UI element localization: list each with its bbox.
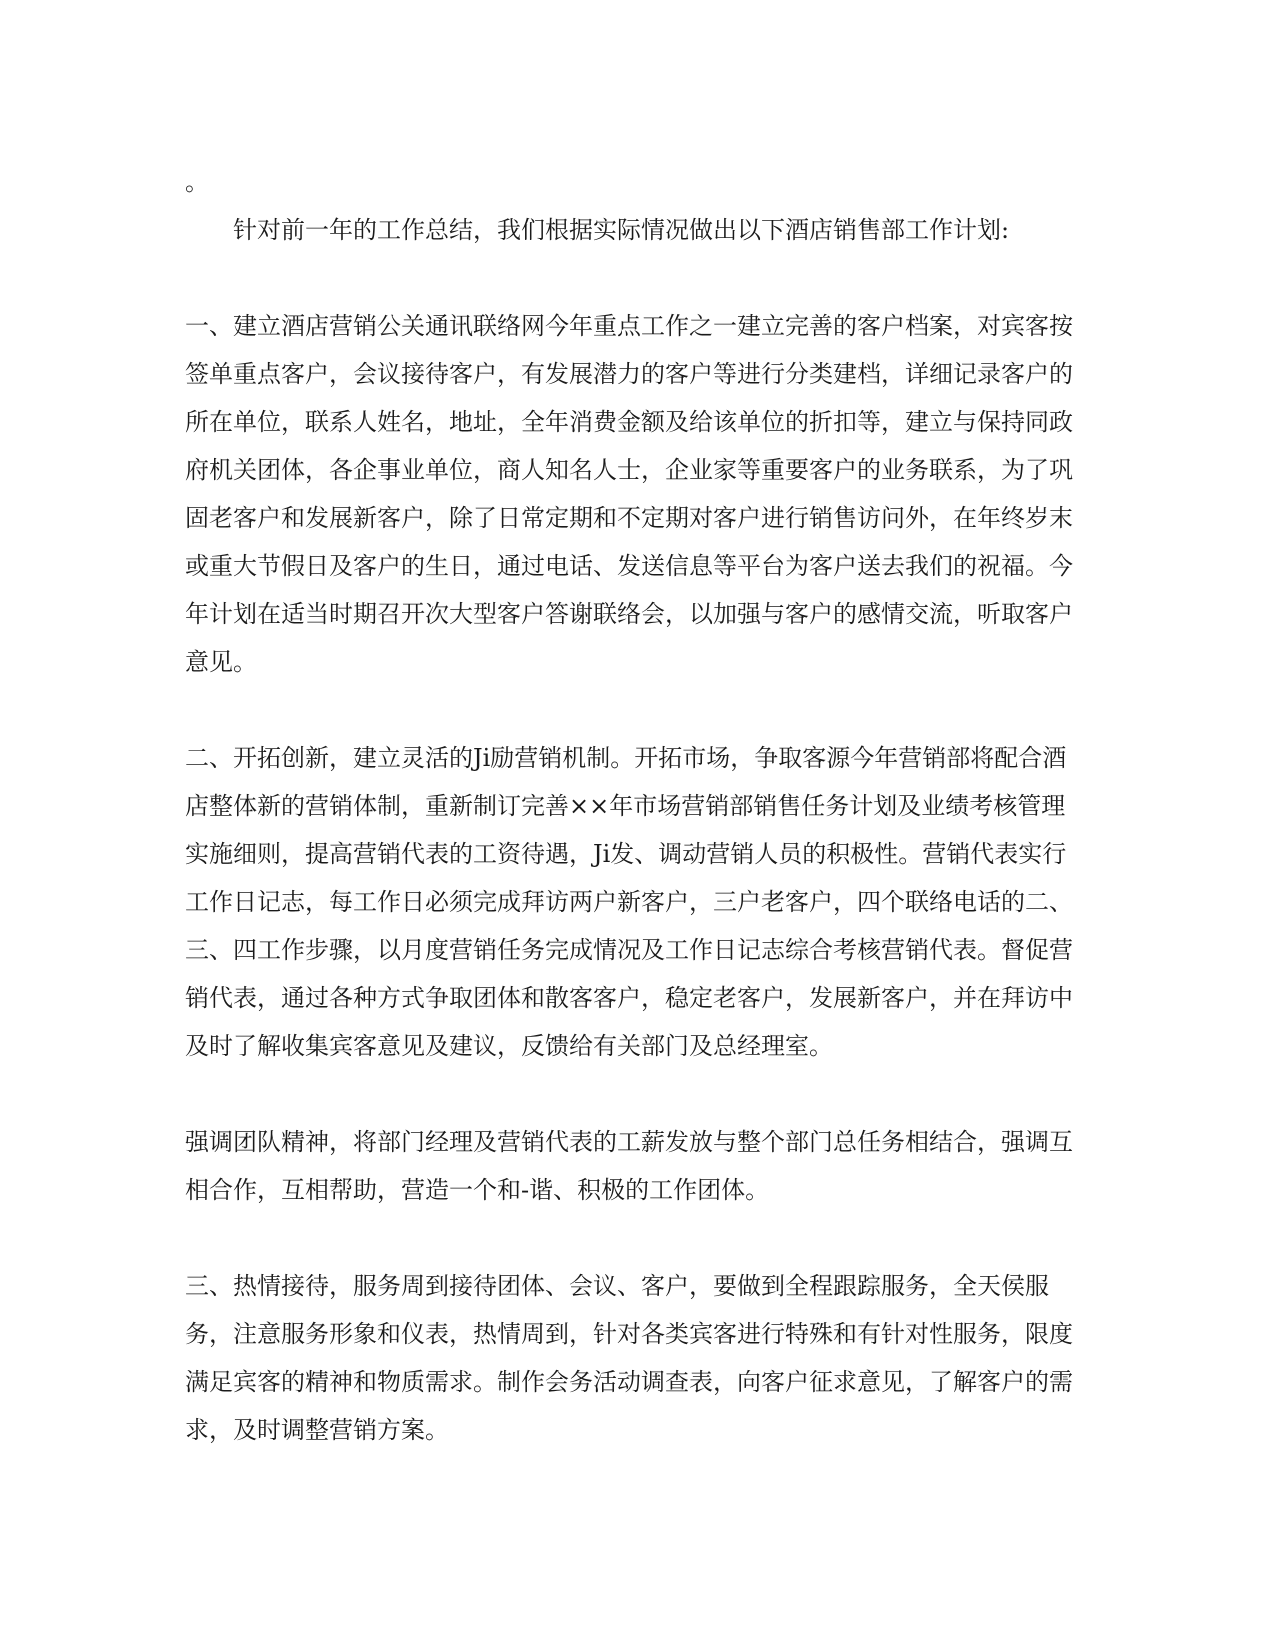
paragraph-teamwork: 强调团队精神，将部门经理及营销代表的工薪发放与整个部门总任务相结合，强调互相合作，互相帮助，营造一个和-谐、积极的工作团体。 bbox=[185, 1128, 1073, 1204]
paragraph-one: 一、建立酒店营销公关通讯联络网今年重点工作之一建立完善的客户档案，对宾客按签单重点客户，会议接待客户，有发展潜力的客户等进行分类建档，详细记录客户的所在单位，联系人姓名，地址，全年消费金额及给该单位的折扣等，建立与保持同政府机关团体，各企事业单位，商人知名人士，企业家等重要客户的业务联系，为了巩固老客户和发展新客户，除了日常定期和不定期对客户进行销售访问外，在年终岁末或重大节假日及客户的生日，通过电话、发送信息等平台为客户送去我们的祝福。今年计划在适当时期召开次大型客户答谢联络会，以加强与客户的感情交流，听取客户意见。 bbox=[185, 312, 1073, 676]
paragraph-gap bbox=[185, 1070, 1085, 1118]
paragraph-three: 三、热情接待，服务周到接待团体、会议、客户，要做到全程跟踪服务，全天侯服务，注意服务形象和仪表，热情周到，针对各类宾客进行特殊和有针对性服务，限度满足宾客的精神和物质需求。制作会务活动调查表，向客户征求意见，了解客户的需求，及时调整营销方案。 bbox=[185, 1272, 1073, 1444]
paragraph-gap bbox=[185, 1214, 1085, 1262]
paragraph-two: 二、开拓创新，建立灵活的Ji励营销机制。开拓市场，争取客源今年营销部将配合酒店整体新的营销体制，重新制订完善××年市场营销部销售任务计划及业绩考核管理实施细则，提高营销代表的工资待遇，Ji发、调动营销人员的积极性。营销代表实行工作日记志，每工作日必须完成拜访两户新客户，三户老客户，四个联络电话的二、三、四工作步骤，以月度营销任务完成情况及工作日记志综合考核营销代表。督促营销代表，通过各种方式争取团体和散客客户，稳定老客户，发展新客户，并在拜访中及时了解收集宾客意见及建议，反馈给有关部门及总经理室。 bbox=[185, 744, 1073, 1060]
paragraph-gap bbox=[185, 686, 1085, 734]
paragraph-gap bbox=[185, 254, 1085, 302]
leading-punctuation: 。 bbox=[185, 168, 209, 196]
intro-paragraph: 针对前一年的工作总结，我们根据实际情况做出以下酒店销售部工作计划: bbox=[233, 216, 1010, 244]
document-body bbox=[185, 158, 1085, 1454]
